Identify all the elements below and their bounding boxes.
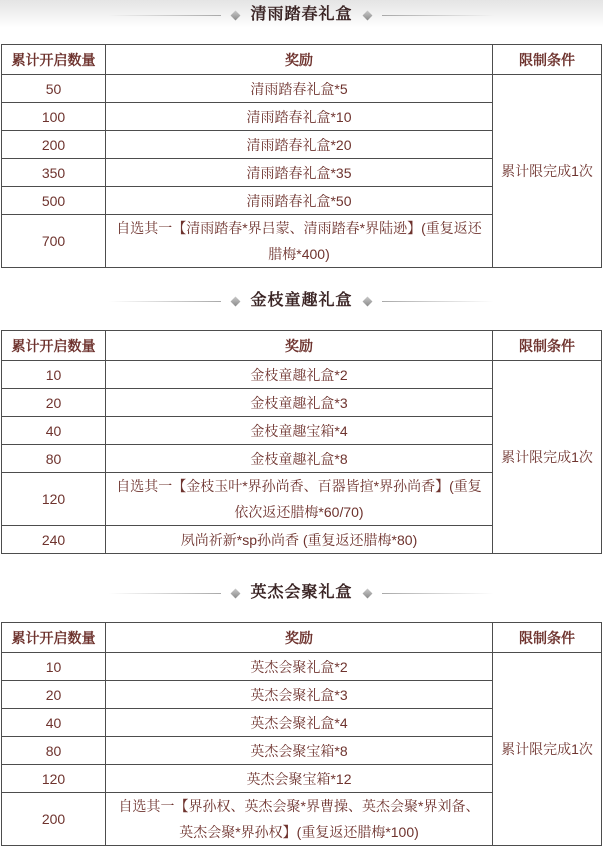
reward-cell: 自选其一【清雨踏春*界吕蒙、清雨踏春*界陆逊】(重复返还腊梅*400)	[106, 215, 493, 268]
reward-cell: 夙尚祈新*sp孙尚香 (重复返还腊梅*80)	[106, 526, 493, 554]
section-title-text: 金枝童趣礼盒	[250, 292, 353, 309]
reward-table	[1, 330, 602, 554]
reward-cell: 英杰会聚宝箱*8	[106, 737, 493, 765]
gift-section	[0, 582, 603, 846]
reward-cell: 英杰会聚礼盒*2	[106, 653, 493, 681]
table-header-row	[2, 623, 602, 653]
section-title-text: 英杰会聚礼盒	[250, 584, 353, 601]
table-row	[2, 75, 602, 103]
section-title	[0, 290, 603, 312]
header-cumulative-open-count: 累计开启数量	[2, 331, 106, 361]
count-cell: 200	[2, 131, 106, 159]
reward-cell: 清雨踏春礼盒*5	[106, 75, 493, 103]
sections-container	[0, 4, 603, 846]
header-reward: 奖励	[106, 623, 493, 653]
header-reward: 奖励	[106, 331, 493, 361]
count-cell: 200	[2, 793, 106, 846]
section-title-text: 清雨踏春礼盒	[250, 6, 353, 23]
count-cell: 10	[2, 653, 106, 681]
reward-table	[1, 622, 602, 846]
title-divider-line	[109, 593, 221, 594]
count-cell: 120	[2, 473, 106, 526]
reward-cell: 金枝童趣礼盒*3	[106, 389, 493, 417]
restriction-cell: 累计限完成1次	[493, 361, 602, 554]
reward-cell: 英杰会聚宝箱*12	[106, 765, 493, 793]
count-cell: 700	[2, 215, 106, 268]
table-row	[2, 653, 602, 681]
section-title	[0, 582, 603, 604]
reward-cell: 清雨踏春礼盒*20	[106, 131, 493, 159]
diamond-icon	[231, 10, 241, 20]
reward-cell: 自选其一【金枝玉叶*界孙尚香、百器皆揎*界孙尚香】(重复依次返还腊梅*60/70)	[106, 473, 493, 526]
reward-cell: 清雨踏春礼盒*10	[106, 103, 493, 131]
restriction-cell: 累计限完成1次	[493, 75, 602, 268]
diamond-icon	[362, 588, 372, 598]
header-restriction: 限制条件	[493, 331, 602, 361]
title-divider-line	[382, 593, 494, 594]
header-cumulative-open-count: 累计开启数量	[2, 623, 106, 653]
reward-cell: 金枝童趣礼盒*8	[106, 445, 493, 473]
gift-section	[0, 290, 603, 554]
table-row	[2, 361, 602, 389]
reward-cell: 英杰会聚礼盒*3	[106, 681, 493, 709]
header-cumulative-open-count: 累计开启数量	[2, 45, 106, 75]
count-cell: 240	[2, 526, 106, 554]
count-cell: 40	[2, 709, 106, 737]
count-cell: 100	[2, 103, 106, 131]
title-divider-line	[382, 15, 494, 16]
reward-table	[1, 44, 602, 268]
header-restriction: 限制条件	[493, 45, 602, 75]
gift-section	[0, 4, 603, 268]
restriction-cell: 累计限完成1次	[493, 653, 602, 846]
count-cell: 500	[2, 187, 106, 215]
table-header-row	[2, 331, 602, 361]
section-title	[0, 4, 603, 26]
diamond-icon	[362, 10, 372, 20]
count-cell: 80	[2, 445, 106, 473]
reward-cell: 金枝童趣宝箱*4	[106, 417, 493, 445]
diamond-icon	[231, 588, 241, 598]
count-cell: 20	[2, 681, 106, 709]
reward-cell: 英杰会聚礼盒*4	[106, 709, 493, 737]
reward-cell: 清雨踏春礼盒*35	[106, 159, 493, 187]
count-cell: 20	[2, 389, 106, 417]
count-cell: 120	[2, 765, 106, 793]
title-divider-line	[109, 301, 221, 302]
reward-cell: 清雨踏春礼盒*50	[106, 187, 493, 215]
table-header-row	[2, 45, 602, 75]
count-cell: 50	[2, 75, 106, 103]
reward-cell: 金枝童趣礼盒*2	[106, 361, 493, 389]
reward-cell: 自选其一【界孙权、英杰会聚*界曹操、英杰会聚*界刘备、英杰会聚*界孙权】(重复返还腊梅*100)	[106, 793, 493, 846]
header-restriction: 限制条件	[493, 623, 602, 653]
title-divider-line	[109, 15, 221, 16]
count-cell: 10	[2, 361, 106, 389]
header-reward: 奖励	[106, 45, 493, 75]
count-cell: 350	[2, 159, 106, 187]
diamond-icon	[362, 296, 372, 306]
count-cell: 40	[2, 417, 106, 445]
count-cell: 80	[2, 737, 106, 765]
diamond-icon	[231, 296, 241, 306]
title-divider-line	[382, 301, 494, 302]
